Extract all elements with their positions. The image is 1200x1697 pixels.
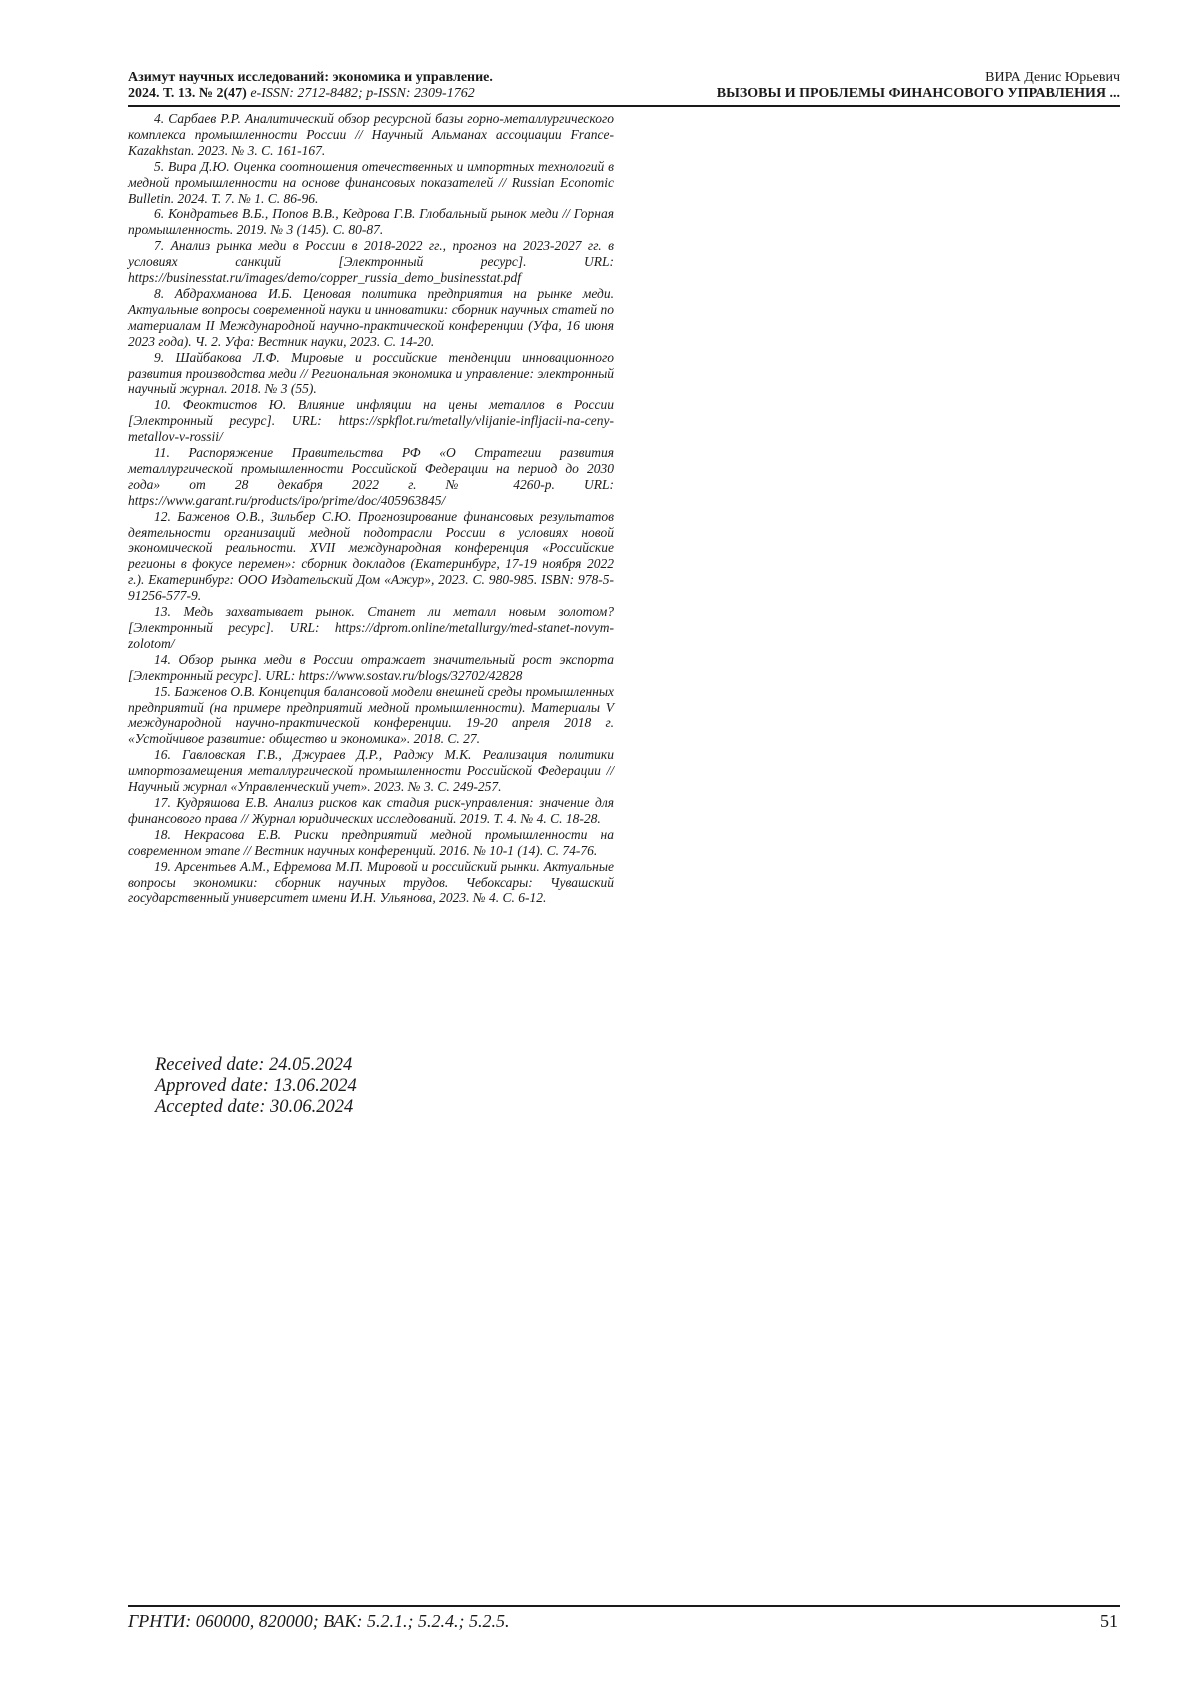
- page-number: 51: [1100, 1611, 1118, 1631]
- reference-item: 19. Арсентьев А.М., Ефремова М.П. Мировой и российский рынки. Актуальные вопросы экономики: сборник научных трудов. Чебоксары: Чувашский государственный университет имени И.Н. Ульянова, 2023. № 4. С. 6-12.: [128, 858, 614, 906]
- footer-classification: ГРНТИ: 060000, 820000; ВАК: 5.2.1.; 5.2.4.; 5.2.5.: [128, 1611, 510, 1631]
- reference-item: 4. Сарбаев Р.Р. Аналитический обзор ресурсной базы горно-металлургического комплекса промышленности России // Научный Альманах ассоциации France-Kazakhstan. 2023. № 3. С. 161-167.: [128, 111, 614, 158]
- received-date: Received date: 24.05.2024: [155, 1055, 353, 1075]
- approved-date: Approved date: 13.06.2024: [155, 1076, 357, 1096]
- reference-item: 15. Баженов О.В. Концепция балансовой модели внешней среды промышленных предприятий (на примере предприятий медной промышленности). Материалы V международной научно-практической конференции. 19-20 апреля 2018 г. «Устойчивое развитие: общество и экономика». 2018. С. 27.: [128, 683, 614, 747]
- reference-list: [128, 111, 614, 906]
- reference-item: 13. Медь захватывает рынок. Станет ли металл новым золотом? [Электронный ресурс]. URL: https://dprom.online/metallurgy/med-stanet-novym-zolotom/: [128, 604, 614, 651]
- reference-item: 5. Вира Д.Ю. Оценка соотношения отечественных и импортных технологий в медной промышленности на основе финансовых показателей // Russian Economic Bulletin. 2024. Т. 7. № 1. С. 86-96.: [128, 158, 614, 206]
- journal-title: Азимут научных исследований: экономика и управление.: [128, 70, 493, 85]
- reference-item: 10. Феоктистов Ю. Влияние инфляции на цены металлов в России [Электронный ресурс]. URL: https://spkflot.ru/metally/vlijanie-infljacii-na-ceny-metallov-v-rossii/: [128, 397, 614, 445]
- reference-item: 17. Кудряшова Е.В. Анализ рисков как стадия риск-управления: значение для финансового права // Журнал юридических исследований. 2019. Т. 4. № 4. С. 18-28.: [128, 794, 614, 826]
- footer-rule: [128, 1605, 1120, 1607]
- reference-item: 18. Некрасова Е.В. Риски предприятий медной промышленности на современном этапе // Вестник научных конференций. 2016. № 10-1 (14). С. 74-76.: [128, 826, 614, 858]
- reference-item: 7. Анализ рынка меди в России в 2018-2022 гг., прогноз на 2023-2027 гг. в условиях санкций [Электронный ресурс]. URL: https://businesstat.ru/images/demo/copper_russia_demo_businesstat.pdf: [128, 238, 614, 286]
- running-header-article: [520, 70, 1120, 102]
- reference-item: 11. Распоряжение Правительства РФ «О Стратегии развития металлургической промышленности Российской Федерации на период до 2030 года» от 28 декабря 2022 г. № 4260-р. URL: https://www.garant.ru/products/ipo/prime/doc/405963845/: [128, 445, 614, 508]
- accepted-date: Accepted date: 30.06.2024: [155, 1097, 354, 1117]
- issn: e-ISSN: 2712-8482; p-ISSN: 2309-1762: [250, 86, 475, 101]
- reference-item: 9. Шайбакова Л.Ф. Мировые и российские тенденции инновационного развития производства меди // Региональная экономика и управление: электронный научный журнал. 2018. № 3 (55).: [128, 349, 614, 397]
- reference-item: 6. Кондратьев В.Б., Попов В.В., Кедрова Г.В. Глобальный рынок меди // Горная промышленность. 2019. № 3 (145). С. 80-87.: [128, 206, 614, 238]
- reference-item: 16. Гавловская Г.В., Джураев Д.Р., Раджу М.К. Реализация политики импортозамещения металлургической промышленности Российской Федерации // Научный журнал «Управленческий учет». 2023. № 3. С. 249-257.: [128, 747, 614, 795]
- reference-item: 12. Баженов О.В., Зильбер С.Ю. Прогнозирование финансовых результатов деятельности организаций медной подотрасли России в условиях новой экономической реальности. XVII международная конференция «Российские регионы в фокусе перемен»: сборник докладов (Екатеринбург, 17-19 ноября 2022 г.). Екатеринбург: ООО Издательский Дом «Ажур», 2023. С. 980-985. ISBN: 978-5-91256-577-9.: [128, 508, 614, 604]
- reference-item: 8. Абдрахманова И.Б. Ценовая политика предприятия на рынке меди. Актуальные вопросы современной науки и инноватики: сборник научных статей по материалам II Международной научно-практической конференции (Уфа, 16 июня 2023 года). Ч. 2. Уфа: Вестник науки, 2023. С. 14-20.: [128, 285, 614, 349]
- submission-dates: [155, 1055, 357, 1118]
- reference-item: 14. Обзор рынка меди в России отражает значительный рост экспорта [Электронный ресурс]. URL: https://www.sostav.ru/blogs/32702/42828: [128, 651, 614, 683]
- header-rule: [128, 105, 1120, 107]
- article-title: ВЫЗОВЫ И ПРОБЛЕМЫ ФИНАНСОВОГО УПРАВЛЕНИЯ ...: [716, 86, 1120, 101]
- author-name: ВИРА Денис Юрьевич: [985, 70, 1120, 85]
- issue-number: 2024. Т. 13. № 2(47): [128, 86, 247, 101]
